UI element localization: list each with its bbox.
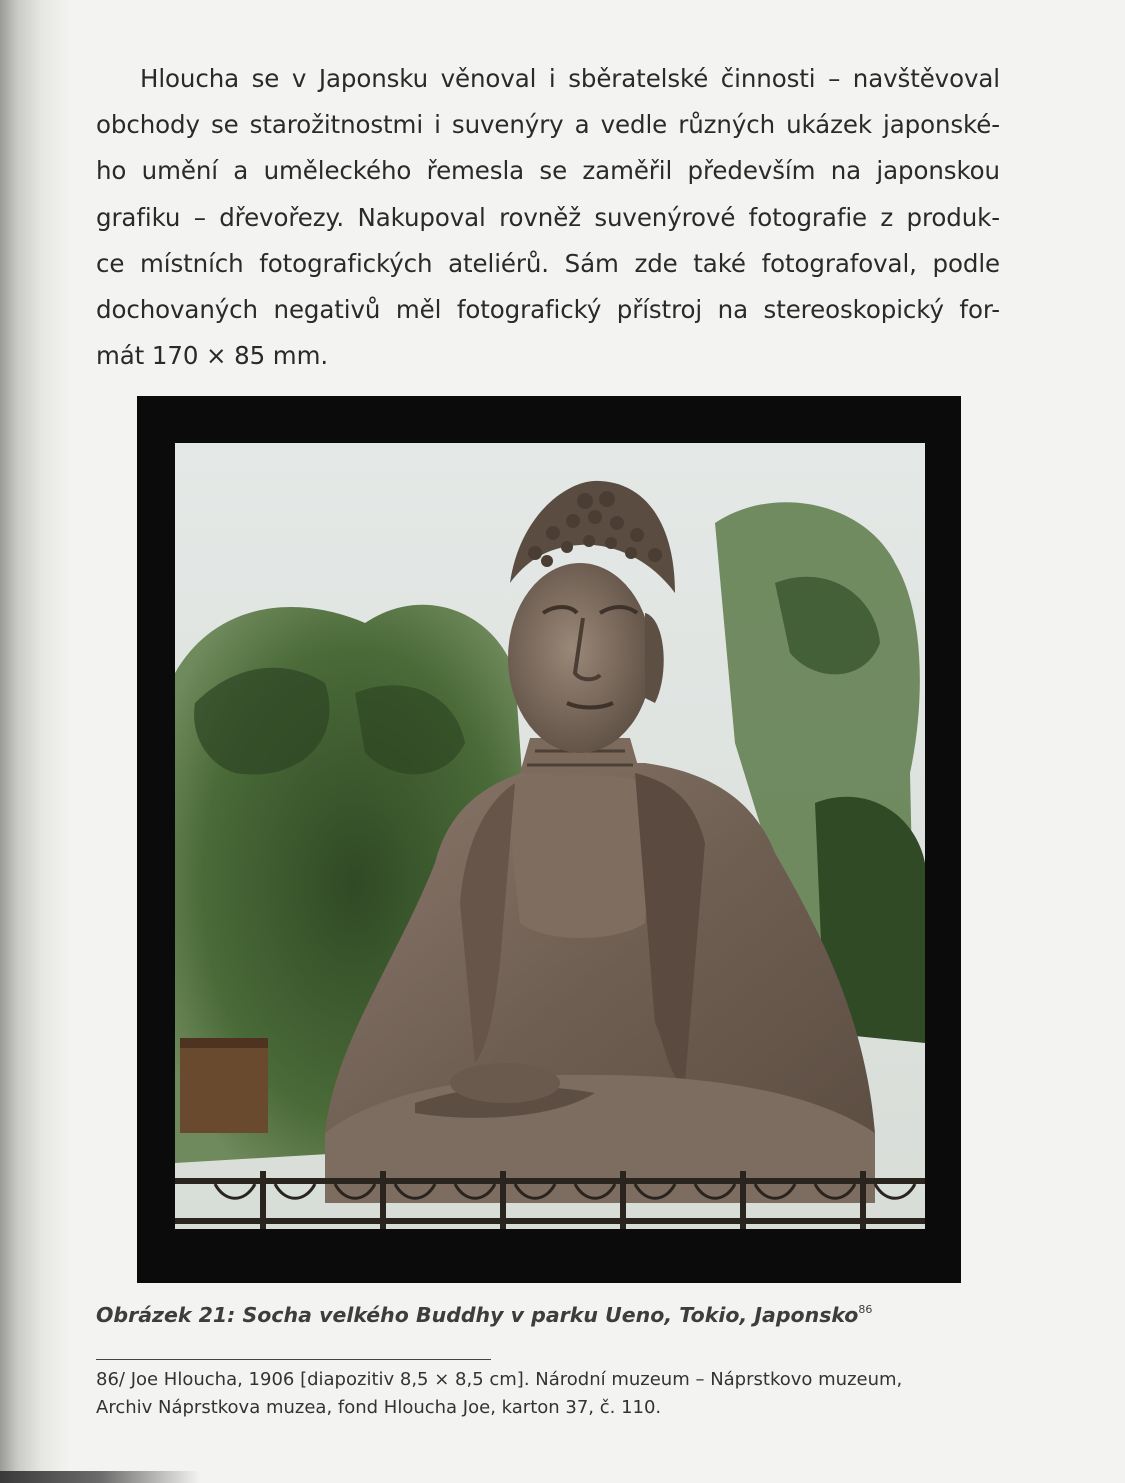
body-line: Hloucha se v Japonsku věnoval i sběratelské činnosti – navštěvoval (140, 64, 1000, 93)
body-line: grafiku – dřevořezy. Nakupoval rovněž suvenýrové fotografie z produk- (96, 202, 1000, 232)
footnote-line: Archiv Náprstkova muzea, fond Hloucha Joe, karton 37, č. 110. (96, 1397, 662, 1418)
body-paragraph (96, 56, 1000, 379)
figure-caption (96, 1303, 872, 1327)
body-line: ce místních fotografických ateliérů. Sám zde také fotografoval, podle (96, 248, 1000, 278)
buddha-photograph (175, 443, 925, 1229)
page-edge (0, 1471, 200, 1483)
photo-slide-frame (137, 396, 961, 1283)
footnote (96, 1366, 1000, 1422)
book-gutter-shadow (0, 0, 70, 1483)
footnote-line: 86/ Joe Hloucha, 1906 [diapozitiv 8,5 × 8,5 cm]. Národní muzeum – Náprstkovo muzeum, (96, 1369, 903, 1390)
footnote-divider (96, 1359, 491, 1360)
body-line: obchody se starožitnostmi i suvenýry a vedle různých ukázek japonské- (96, 110, 1000, 140)
figure-caption-text: Obrázek 21: Socha velkého Buddhy v parku Ueno, Tokio, Japonsko (96, 1303, 859, 1327)
buddha-statue-illustration (175, 443, 925, 1229)
body-line: ho umění a uměleckého řemesla se zaměřil především na japonskou (96, 156, 1000, 186)
body-line: dochovaných negativů měl fotografický přístroj na stereoskopický for- (96, 295, 1000, 325)
footnote-ref: 86 (858, 1303, 873, 1316)
body-line: mát 170 × 85 mm. (96, 341, 329, 371)
